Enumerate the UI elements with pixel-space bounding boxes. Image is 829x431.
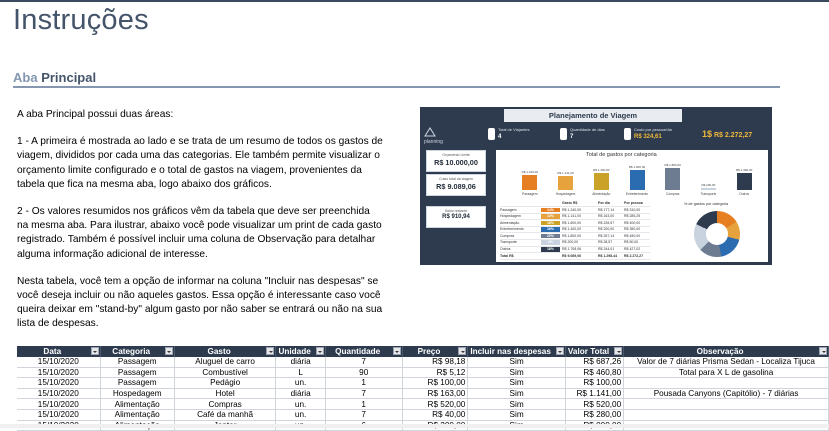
top-border	[0, 0, 829, 2]
bar-category-label: Passagem	[522, 192, 538, 196]
bar-category-label: Hospedagem	[555, 192, 576, 196]
column-header-observacao[interactable]	[624, 346, 829, 357]
filter-dropdown-icon[interactable]	[165, 347, 173, 355]
instructions-paragraph-3: Nesta tabela, você tem a opção de informar na coluna "Incluir nas despesas" se você deseja incluir ou não aqueles gastos. Essa opção é interessante caso você queira deixar em "stand-by" algum gasto por não saber se entrará ou não na sua lista de despesas.	[17, 275, 383, 330]
summary-percent: 14%	[541, 208, 560, 213]
summary-total: R$ 1.141,00	[562, 214, 582, 219]
summary-per-day: R$ 177,14	[598, 207, 615, 212]
column-header-quantidade[interactable]	[325, 346, 402, 357]
table-cell[interactable]: R$ 100,00	[565, 378, 623, 389]
bar	[701, 188, 716, 190]
kpi-value: R$ 324,61	[634, 134, 662, 140]
kpi-label: Total de Viajantes	[498, 127, 530, 132]
summary-per-day: R$ 28,57	[598, 240, 613, 245]
horizontal-scrollbar[interactable]	[0, 424, 829, 428]
table-cell[interactable]: 7	[325, 357, 402, 367]
table-cell[interactable]: un.	[276, 409, 325, 420]
header-label: Unidade	[278, 347, 311, 356]
table-cell[interactable]: un.	[276, 399, 325, 410]
filter-dropdown-icon[interactable]	[393, 347, 401, 355]
filter-dropdown-icon[interactable]	[556, 347, 564, 355]
total-cost-card	[426, 174, 486, 196]
bar	[665, 168, 680, 190]
table-cell[interactable]: Alimentação	[100, 399, 174, 410]
donut-hole	[706, 223, 728, 245]
summary-row	[500, 247, 650, 254]
header-label: Quantidade	[335, 347, 381, 356]
summary-percent: 2%	[541, 240, 560, 245]
bar-value-label: R$ 1.800,00	[664, 163, 681, 167]
header-label: Incluir nas despesas	[470, 347, 551, 356]
table-cell[interactable]: 90	[325, 367, 402, 378]
summary-total: R$ 1.400,00	[562, 227, 582, 232]
table-cell[interactable]: Sim	[468, 367, 566, 378]
expenses-table	[17, 346, 829, 431]
table-cell[interactable]: R$ 520,00	[565, 399, 623, 410]
dashboard-title: Planejamento de Viagem	[504, 109, 682, 122]
table-cell[interactable]: Sim	[468, 388, 566, 399]
calendar-icon	[560, 128, 567, 140]
card-label: Saldo restante	[444, 209, 468, 213]
table-cell[interactable]: R$ 280,00	[565, 409, 623, 420]
table-cell[interactable]: R$ 1.141,00	[565, 388, 623, 399]
page-title: Instruções	[13, 4, 149, 36]
header-label: Observação	[696, 347, 744, 356]
table-cell[interactable]: Aluguel de carro	[174, 357, 276, 367]
table-cell[interactable]: diária	[276, 357, 325, 367]
header-label: Categoria	[112, 347, 151, 356]
bar-value-label: R$ 1.600,00	[628, 165, 646, 170]
header-label: Gasto	[207, 347, 231, 356]
column-header-incluir[interactable]	[468, 346, 566, 357]
table-cell[interactable]: Passagem	[100, 367, 174, 378]
summary-per-day: R$ 228,57	[598, 220, 615, 225]
kpi-label: Quantidade de dias	[570, 127, 605, 132]
filter-dropdown-icon[interactable]	[91, 347, 99, 355]
summary-row	[500, 227, 650, 234]
summary-category: Outros	[500, 247, 511, 252]
kpi-value: 4	[498, 134, 502, 140]
filter-dropdown-icon[interactable]	[458, 347, 466, 355]
summary-total-row	[500, 253, 650, 260]
card-label: Custo total da viagem	[439, 177, 473, 181]
header-label: Data	[43, 347, 62, 356]
person-icon	[488, 128, 495, 140]
summary-total: R$ 1.800,00	[562, 233, 582, 238]
table-cell[interactable]: R$ 520,00	[402, 399, 468, 410]
filter-dropdown-icon[interactable]	[316, 347, 324, 355]
summary-category: Transporte	[500, 240, 517, 245]
bar-value-label: R$ 1.240,00	[521, 169, 539, 174]
summary-per-person: R$ 450,00	[624, 233, 641, 238]
column-header-unidade[interactable]	[276, 346, 325, 357]
instructions-intro: A aba Principal possui duas áreas:	[17, 109, 174, 120]
bar-chart	[512, 160, 762, 190]
table-cell[interactable]: 1	[325, 378, 402, 389]
table-cell[interactable]	[624, 409, 829, 420]
column-header-valor-total[interactable]	[565, 346, 623, 357]
summary-total: R$ 200,00	[562, 240, 579, 245]
table-cell[interactable]: R$ 687,26	[565, 357, 623, 367]
table-row[interactable]	[17, 378, 829, 389]
table-cell[interactable]: Sim	[468, 378, 566, 389]
bar	[630, 170, 645, 190]
donut-title: % de gastos por categoria	[684, 202, 729, 206]
table-row[interactable]	[17, 357, 829, 367]
card-value: R$ 910,94	[442, 214, 470, 220]
table-cell[interactable]: R$ 5,12	[402, 367, 468, 378]
filter-dropdown-icon[interactable]	[819, 347, 827, 355]
column-header-categoria[interactable]	[100, 346, 174, 357]
summary-total: R$ 1.240,00	[562, 207, 582, 212]
table-cell[interactable]: 15/10/2020	[17, 378, 100, 389]
bar	[594, 173, 609, 190]
table-cell[interactable]: Total para X L de gasolina	[624, 367, 829, 378]
summary-header-cell: Gasto R$	[562, 200, 578, 205]
bar-category-label: Outros	[739, 192, 750, 196]
section-name: Principal	[41, 70, 97, 85]
table-row[interactable]	[17, 409, 829, 420]
dashboard-panel	[496, 150, 768, 262]
column-header-gasto[interactable]	[174, 346, 276, 357]
table-cell[interactable]	[624, 399, 829, 410]
table-cell[interactable]: Sim	[468, 409, 566, 420]
table-cell[interactable]: R$ 40,00	[402, 409, 468, 420]
bar	[522, 175, 537, 190]
table-cell[interactable]: Café da manhã	[174, 409, 276, 420]
table-cell[interactable]: Sim	[468, 357, 566, 367]
summary-category: Compras	[500, 233, 515, 238]
budget-card	[426, 150, 486, 172]
summary-row	[500, 233, 650, 240]
chart-title: Total de gastos por categoria	[586, 152, 657, 158]
table-cell[interactable]: Pousada Canyons (Capitólio) - 7 diárias	[624, 388, 829, 399]
card-value: R$ 10.000,00	[434, 158, 478, 167]
kpi-value: R$ 2.272,27	[714, 132, 753, 139]
table-cell[interactable]: 1	[325, 399, 402, 410]
summary-per-person: R$ 310,00	[624, 207, 641, 212]
summary-category: Hospedagem	[500, 214, 521, 219]
table-cell[interactable]: diária	[276, 388, 325, 399]
summary-row	[500, 220, 650, 227]
summary-per-person: R$ 50,00	[624, 240, 639, 245]
kpi-label: Custo por pessoa/dia	[634, 127, 672, 132]
bar-category-label: Compras	[666, 192, 680, 196]
table-cell[interactable]: un.	[276, 378, 325, 389]
table-cell[interactable]: Compras	[174, 399, 276, 410]
table-cell[interactable]: Alimentação	[100, 409, 174, 420]
bar-value-label: R$ 1.400,00	[735, 167, 753, 172]
filter-dropdown-icon[interactable]	[266, 347, 274, 355]
logo-icon	[424, 127, 452, 145]
summary-category: Entretenimento	[500, 227, 524, 232]
summary-per-day: R$ 244,01	[598, 247, 615, 252]
table-cell[interactable]: 15/10/2020	[17, 409, 100, 420]
wallet-icon	[624, 128, 631, 140]
table-row[interactable]	[17, 399, 829, 410]
table-cell[interactable]: Passagem	[100, 378, 174, 389]
table-cell[interactable]: R$ 460,80	[565, 367, 623, 378]
column-header-data[interactable]	[17, 346, 100, 357]
summary-per-person: R$ 427,02	[624, 247, 641, 252]
summary-category: Passagem	[500, 207, 517, 212]
summary-total-label: Total R$	[500, 253, 514, 258]
summary-percent: 20%	[541, 234, 560, 239]
bar-category-label: Alimentação	[592, 192, 611, 196]
summary-header	[500, 200, 650, 207]
summary-category: Alimentação	[500, 220, 520, 225]
table-cell[interactable]: 15/10/2020	[17, 399, 100, 410]
summary-per-day: R$ 257,14	[598, 233, 615, 238]
section-divider	[13, 86, 780, 88]
bar-value-label: R$ 200,00	[701, 182, 716, 187]
instructions-paragraph-1: 1 - A primeira é mostrada ao lado e se trata de um resumo de todos os gastos de viagem, divididos por cada uma das categorias. Ele também permite visualizar o orçamento limite configurado e o total de gastos na viagem, provenientes da tabela que fica na mesma aba, logo abaixo dos gráficos.	[17, 136, 383, 190]
summary-grand-per-day: R$ 1.298,44	[598, 253, 618, 258]
table-row[interactable]	[17, 367, 829, 378]
summary-percent: 16%	[541, 227, 560, 232]
summary-row	[500, 240, 650, 247]
summary-percent: 18%	[541, 221, 560, 226]
kpi-value: 7	[570, 134, 574, 140]
table-cell[interactable]: 15/10/2020	[17, 388, 100, 399]
summary-percent: 13%	[541, 214, 560, 219]
summary-grand-total: R$ 9.089,06	[562, 253, 582, 258]
table-cell[interactable]	[624, 378, 829, 389]
table-cell[interactable]: 7	[325, 388, 402, 399]
table-body	[17, 357, 829, 431]
table-row[interactable]	[17, 388, 829, 399]
summary-header-cell: Por dia	[598, 200, 610, 205]
bar-category-label: Transporte	[700, 192, 717, 196]
summary-per-person: R$ 350,00	[624, 227, 641, 232]
table-cell[interactable]: Hospedagem	[100, 388, 174, 399]
section-heading	[13, 70, 96, 85]
dollar-icon: 1$	[702, 129, 713, 139]
summary-percent: 18%	[541, 247, 560, 252]
table-cell[interactable]: Valor de 7 diárias Prisma Sedan - Localiza Tijuca	[624, 357, 829, 367]
table-cell[interactable]: Pedágio	[174, 378, 276, 389]
table-cell[interactable]: L	[276, 367, 325, 378]
header-label: Preço	[417, 347, 441, 356]
instructions-text	[17, 108, 383, 345]
header-label: Valor Total	[567, 347, 610, 356]
table-cell[interactable]: R$ 98,18	[402, 357, 468, 367]
summary-per-day: R$ 163,00	[598, 214, 615, 219]
bar	[737, 173, 752, 190]
bar-value-label: R$ 1.400,00	[593, 167, 610, 172]
summary-grand-per-person: R$ 2.272,27	[624, 253, 644, 258]
summary-total: R$ 1.708,06	[562, 247, 582, 252]
instructions-paragraph-2: 2 - Os valores resumidos nos gráficos vêm da tabela que deve ser preenchida na mesma aba. Para ilustrar, abaixo você pode visualizar um print de cada gasto registrado. Também é possível incluir uma coluna de Observação para detalhar alguma informação adicional de interesse.	[17, 206, 382, 260]
summary-row	[500, 207, 650, 214]
dashboard-preview	[420, 107, 772, 265]
table-cell[interactable]: Hotel	[174, 388, 276, 399]
logo-text: planning	[424, 139, 443, 145]
table-cell[interactable]: 15/10/2020	[17, 367, 100, 378]
card-label: Orçamento Limite	[442, 153, 470, 157]
table-cell[interactable]: Combustível	[174, 367, 276, 378]
filter-dropdown-icon[interactable]	[614, 347, 622, 355]
balance-card	[426, 206, 486, 228]
summary-per-person: R$ 285,25	[624, 214, 641, 219]
summary-row	[500, 214, 650, 221]
summary-table	[500, 200, 650, 260]
table-cell[interactable]: R$ 163,00	[402, 388, 468, 399]
bar	[558, 176, 573, 190]
summary-per-day: R$ 200,00	[598, 227, 615, 232]
summary-header-cell: Por pessoa	[624, 200, 643, 205]
summary-total: R$ 1.600,00	[562, 220, 582, 225]
bar-category-label: Entretenimento	[625, 192, 649, 196]
table-cell[interactable]: Sim	[468, 399, 566, 410]
column-header-preco[interactable]	[402, 346, 468, 357]
table-header-row	[17, 346, 829, 357]
summary-per-person: R$ 400,00	[624, 220, 641, 225]
card-value: R$ 9.089,06	[436, 182, 476, 191]
bar-value-label: R$ 1.141,00	[557, 171, 574, 176]
table-cell[interactable]: R$ 100,00	[402, 378, 468, 389]
table-cell[interactable]: 7	[325, 409, 402, 420]
section-prefix: Aba	[13, 70, 38, 85]
table-cell[interactable]: 15/10/2020	[17, 357, 100, 367]
table-cell[interactable]: Passagem	[100, 357, 174, 367]
donut-chart	[694, 211, 740, 257]
